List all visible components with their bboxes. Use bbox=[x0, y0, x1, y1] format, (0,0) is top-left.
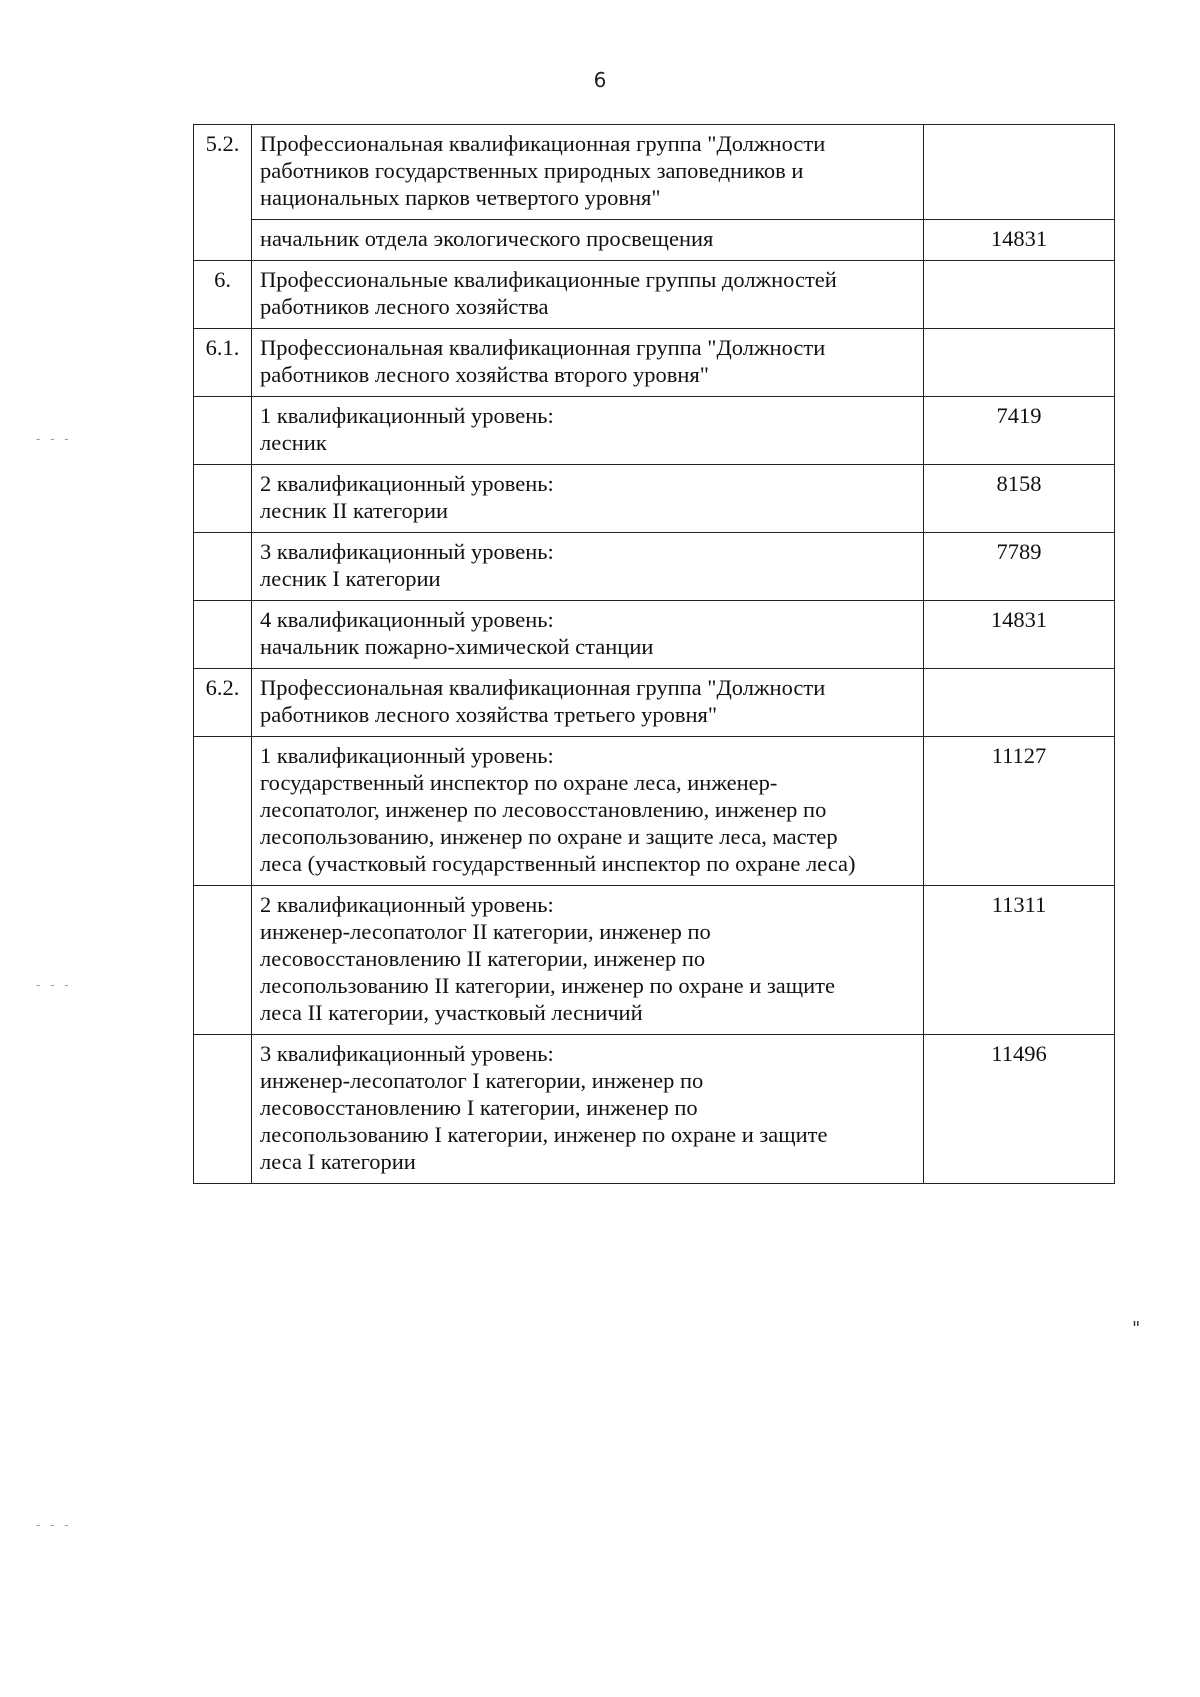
salary-value-cell bbox=[924, 261, 1115, 329]
salary-value-cell bbox=[924, 329, 1115, 397]
position-description-cell bbox=[252, 125, 924, 220]
description-line: работников лесного хозяйства bbox=[260, 294, 549, 319]
description-line: начальник отдела экологического просвещения bbox=[260, 226, 714, 251]
position-description-cell bbox=[252, 669, 924, 737]
table-row bbox=[194, 533, 1115, 601]
description-line: работников лесного хозяйства третьего уровня" bbox=[260, 702, 718, 727]
description-line: лесопользованию II категории, инженер по охране и защите bbox=[260, 973, 835, 998]
salary-value-cell: 14831 bbox=[924, 220, 1115, 261]
table-row bbox=[194, 1035, 1115, 1184]
row-number-cell bbox=[194, 601, 252, 669]
salary-value-cell bbox=[924, 125, 1115, 220]
position-description-cell bbox=[252, 737, 924, 886]
description-line: 4 квалификационный уровень: bbox=[260, 607, 554, 632]
description-line: леса I категории bbox=[260, 1149, 416, 1174]
position-description-cell bbox=[252, 397, 924, 465]
description-line: лесопатолог, инженер по лесовосстановлению, инженер по bbox=[260, 797, 827, 822]
salary-value-cell: 11127 bbox=[924, 737, 1115, 886]
description-line: леса II категории, участковый лесничий bbox=[260, 1000, 643, 1025]
row-number-cell bbox=[194, 1035, 252, 1184]
position-description-cell bbox=[252, 220, 924, 261]
row-number-cell: 6.1. bbox=[194, 329, 252, 397]
description-line: работников лесного хозяйства второго уровня" bbox=[260, 362, 709, 387]
description-line: 3 квалификационный уровень: bbox=[260, 539, 554, 564]
description-line: Профессиональная квалификационная группа "Должности bbox=[260, 335, 826, 360]
description-line: работников государственных природных заповедников и bbox=[260, 158, 804, 183]
description-line: государственный инспектор по охране леса, инженер- bbox=[260, 770, 778, 795]
row-number-cell bbox=[194, 465, 252, 533]
table-row bbox=[194, 886, 1115, 1035]
description-line: 2 квалификационный уровень: bbox=[260, 471, 554, 496]
table-row bbox=[194, 329, 1115, 397]
table-body bbox=[194, 125, 1115, 1184]
position-description-cell bbox=[252, 1035, 924, 1184]
row-number-cell bbox=[194, 533, 252, 601]
margin-scan-mark: - - - bbox=[36, 432, 72, 446]
description-line: лесник II категории bbox=[260, 498, 449, 523]
table-row bbox=[194, 397, 1115, 465]
margin-scan-mark: - - - bbox=[36, 1518, 72, 1532]
description-line: 3 квалификационный уровень: bbox=[260, 1041, 554, 1066]
description-line: 1 квалификационный уровень: bbox=[260, 743, 554, 768]
row-number-cell: 6. bbox=[194, 261, 252, 329]
description-line: лесовосстановлению I категории, инженер по bbox=[260, 1095, 698, 1120]
description-line: Профессиональная квалификационная группа "Должности bbox=[260, 675, 826, 700]
salary-value-cell: 11496 bbox=[924, 1035, 1115, 1184]
description-line: 2 квалификационный уровень: bbox=[260, 892, 554, 917]
position-description-cell bbox=[252, 261, 924, 329]
description-line: Профессиональные квалификационные группы должностей bbox=[260, 267, 837, 292]
row-number-cell bbox=[194, 397, 252, 465]
position-description-cell bbox=[252, 886, 924, 1035]
position-description-cell bbox=[252, 533, 924, 601]
table-row bbox=[194, 125, 1115, 220]
description-line: лесник I категории bbox=[260, 566, 441, 591]
salary-value-cell: 7789 bbox=[924, 533, 1115, 601]
row-number-cell: 5.2. bbox=[194, 125, 252, 220]
salary-table bbox=[193, 124, 1115, 1184]
page-number: 6 bbox=[593, 68, 607, 92]
row-number-cell: 6.2. bbox=[194, 669, 252, 737]
table-row bbox=[194, 737, 1115, 886]
table-row bbox=[194, 669, 1115, 737]
margin-scan-mark: - - - bbox=[36, 978, 72, 992]
position-description-cell bbox=[252, 329, 924, 397]
description-line: начальник пожарно-химической станции bbox=[260, 634, 654, 659]
description-line: 1 квалификационный уровень: bbox=[260, 403, 554, 428]
salary-value-cell bbox=[924, 669, 1115, 737]
description-line: леса (участковый государственный инспектор по охране леса) bbox=[260, 851, 856, 876]
salary-value-cell: 14831 bbox=[924, 601, 1115, 669]
description-line: Профессиональная квалификационная группа "Должности bbox=[260, 131, 826, 156]
position-description-cell bbox=[252, 465, 924, 533]
row-number-cell bbox=[194, 737, 252, 886]
description-line: лесопользованию, инженер по охране и защите леса, мастер bbox=[260, 824, 838, 849]
table-row bbox=[194, 261, 1115, 329]
description-line: инженер-лесопатолог II категории, инженер по bbox=[260, 919, 711, 944]
salary-value-cell: 7419 bbox=[924, 397, 1115, 465]
description-line: национальных парков четвертого уровня" bbox=[260, 185, 661, 210]
description-line: лесовосстановлению II категории, инженер по bbox=[260, 946, 706, 971]
table-row bbox=[194, 465, 1115, 533]
description-line: инженер-лесопатолог I категории, инженер по bbox=[260, 1068, 704, 1093]
salary-value-cell: 11311 bbox=[924, 886, 1115, 1035]
table-row bbox=[194, 601, 1115, 669]
row-number-cell bbox=[194, 220, 252, 261]
row-number-cell bbox=[194, 886, 252, 1035]
position-description-cell bbox=[252, 601, 924, 669]
closing-quote-mark: " bbox=[1132, 1318, 1141, 1339]
salary-value-cell: 8158 bbox=[924, 465, 1115, 533]
description-line: лесопользованию I категории, инженер по охране и защите bbox=[260, 1122, 828, 1147]
table-row bbox=[194, 220, 1115, 261]
description-line: лесник bbox=[260, 430, 327, 455]
